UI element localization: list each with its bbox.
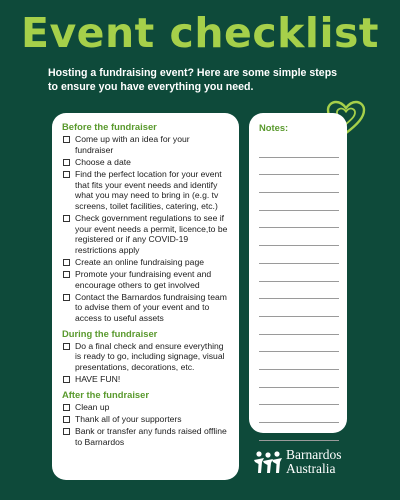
note-line[interactable] xyxy=(259,335,339,353)
checklist-item xyxy=(62,257,230,268)
note-line[interactable] xyxy=(259,158,339,176)
note-line[interactable] xyxy=(259,317,339,335)
checklist-item xyxy=(62,414,230,425)
checklist-item xyxy=(62,341,230,373)
checkbox[interactable] xyxy=(63,416,70,423)
checklist-item xyxy=(62,402,230,413)
note-line[interactable] xyxy=(259,370,339,388)
checklist-item-label: HAVE FUN! xyxy=(75,374,121,385)
section-heading: Before the fundraiser xyxy=(62,121,157,132)
checklist-item-label: Clean up xyxy=(75,401,110,412)
checklist-item-label: Bank or transfer any funds raised offline to Barnardos xyxy=(75,426,227,447)
intro-text: Hosting a fundraising event? Here are some simple steps to ensure you have everything you need. xyxy=(48,67,338,93)
notes-lines xyxy=(259,140,339,441)
section-heading: During the fundraiser xyxy=(62,327,158,339)
note-line[interactable] xyxy=(259,228,339,246)
note-line[interactable] xyxy=(259,352,339,370)
checklist-item-label: Promote your fundraising event and encourage others to get involved xyxy=(75,269,212,290)
checklist-card xyxy=(52,113,239,480)
checklist-item xyxy=(62,134,230,155)
checklist-item-label: Come up with an idea for your fundraiser xyxy=(75,134,190,155)
note-line[interactable] xyxy=(259,193,339,211)
note-line[interactable] xyxy=(259,405,339,423)
note-line[interactable] xyxy=(259,211,339,229)
checklist-item xyxy=(62,169,230,211)
page-title: Event checklist xyxy=(20,9,380,57)
checklist-item-label: Find the perfect location for your event that fits your event needs and identify what you may need to bring in (e.g. tv screens, toilet facilities, catering, etc.) xyxy=(75,168,222,211)
note-line[interactable] xyxy=(259,175,339,193)
checklist-item xyxy=(62,213,230,255)
checklist-item-label: Contact the Barnardos fundraising team to advise them of your event and to access to useful assets xyxy=(75,291,227,324)
barnardos-logo xyxy=(253,448,341,476)
checkbox[interactable] xyxy=(63,271,70,278)
checkbox[interactable] xyxy=(63,404,70,411)
note-line[interactable] xyxy=(259,423,339,441)
logo-text xyxy=(286,448,341,476)
checkbox[interactable] xyxy=(63,215,70,222)
checklist-item-label: Choose a date xyxy=(75,156,131,167)
logo-line2: Australia xyxy=(286,461,336,476)
barnardos-logo-icon xyxy=(253,449,283,475)
checkbox[interactable] xyxy=(63,376,70,383)
logo-line1: Barnardos xyxy=(286,447,342,462)
checkbox[interactable] xyxy=(63,171,70,178)
checklist xyxy=(62,121,230,447)
section-heading: After the fundraiser xyxy=(62,388,149,400)
checklist-item xyxy=(62,269,230,290)
note-line[interactable] xyxy=(259,246,339,264)
checklist-item-label: Thank all of your supporters xyxy=(75,413,182,424)
note-line[interactable] xyxy=(259,282,339,300)
checkbox[interactable] xyxy=(63,428,70,435)
note-line[interactable] xyxy=(259,299,339,317)
note-line[interactable] xyxy=(259,140,339,158)
checkbox[interactable] xyxy=(63,159,70,166)
checklist-item xyxy=(62,157,230,168)
checklist-item-label: Check government regulations to see if your event needs a permit, licence,to be registered or if any COVID-19 restrictions apply xyxy=(75,212,228,255)
notes-card xyxy=(249,113,347,433)
checklist-item-label: Create an online fundraising page xyxy=(75,256,204,267)
checkbox[interactable] xyxy=(63,259,70,266)
note-line[interactable] xyxy=(259,388,339,406)
checkbox[interactable] xyxy=(63,343,70,350)
checklist-item xyxy=(62,292,230,324)
checklist-item-label: Do a final check and ensure everything is ready to go, including signage, visual presentations, decorations, etc. xyxy=(75,340,225,372)
checklist-item xyxy=(62,426,230,447)
checkbox[interactable] xyxy=(63,294,70,301)
note-line[interactable] xyxy=(259,264,339,282)
checkbox[interactable] xyxy=(63,136,70,143)
notes-label: Notes: xyxy=(259,122,289,133)
checklist-item xyxy=(62,374,230,385)
